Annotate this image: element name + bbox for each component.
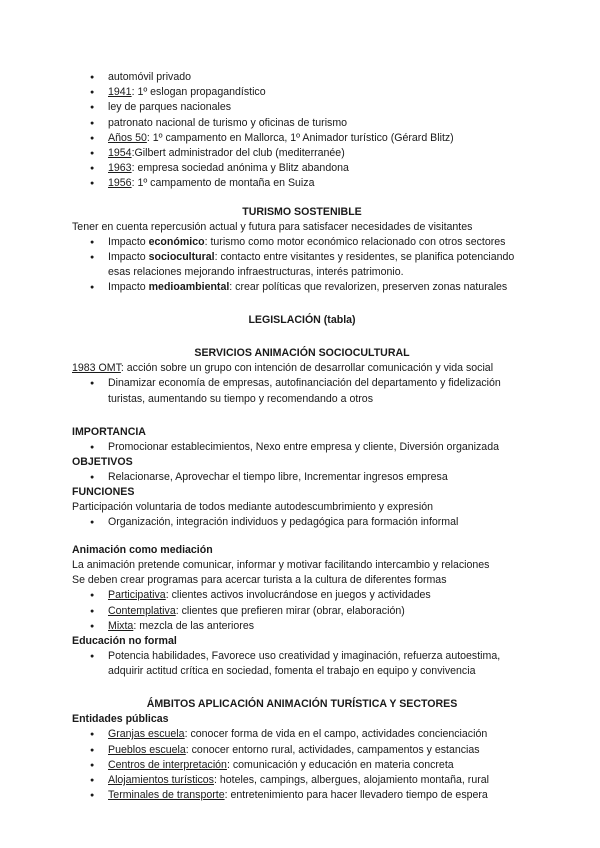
educacion-heading: Educación no formal bbox=[72, 635, 177, 648]
mediacion-heading: Animación como mediación bbox=[72, 544, 213, 557]
list-item: ● Granjas escuela: conocer forma de vida en el campo, actividades concienciación bbox=[72, 727, 532, 742]
ambitos-list bbox=[72, 727, 532, 803]
servicios-heading: SERVICIOS ANIMACIÓN SOCIOCULTURAL bbox=[194, 347, 410, 360]
list-item: ● Promocionar establecimientos, Nexo entre empresa y cliente, Diversión organizada bbox=[72, 440, 532, 455]
importancia-list bbox=[72, 440, 532, 455]
mediacion-list bbox=[72, 588, 532, 634]
list-item: ● ley de parques nacionales bbox=[72, 100, 532, 115]
legislacion-heading: LEGISLACIÓN (tabla) bbox=[248, 314, 356, 327]
history-list bbox=[72, 70, 532, 192]
importancia-heading: IMPORTANCIA bbox=[72, 425, 146, 438]
servicios-list bbox=[72, 376, 532, 406]
list-item: ● Impacto económico: turismo como motor económico relacionado con otros sectores bbox=[72, 235, 532, 250]
funciones-intro: Participación voluntaria de todos mediante autodescumbrimiento y expresión bbox=[72, 501, 433, 514]
list-item: ● 1941: 1º eslogan propagandístico bbox=[72, 85, 532, 100]
list-item: ● Impacto medioambiental: crear políticas que revalorizen, preserven zonas naturales bbox=[72, 280, 532, 295]
turismo-heading: TURISMO SOSTENIBLE bbox=[242, 205, 362, 218]
list-item: ● Pueblos escuela: conocer entorno rural, actividades, campamentos y estancias bbox=[72, 743, 532, 758]
list-item: ● Años 50: 1º campamento en Mallorca, 1º Animador turístico (Gérard Blitz) bbox=[72, 131, 532, 146]
list-item: ● automóvil privado bbox=[72, 70, 532, 85]
list-item: ● Alojamientos turísticos: hoteles, campings, albergues, alojamiento montaña, rural bbox=[72, 773, 532, 788]
document-page bbox=[72, 70, 532, 803]
list-item: ● Organización, integración individuos y pedagógica para formación informal bbox=[72, 515, 532, 530]
list-item: ● Potencia habilidades, Favorece uso creatividad y imaginación, refuerza autoestima, adquirir actitud crítica en sociedad, fomenta el trabajo en equipo y convivencia bbox=[72, 649, 532, 679]
turismo-list bbox=[72, 235, 532, 296]
year-label: 1956 bbox=[108, 177, 132, 190]
year-label: 1941 bbox=[108, 86, 132, 99]
funciones-heading: FUNCIONES bbox=[72, 486, 135, 499]
entidades-subheading: Entidades públicas bbox=[72, 713, 169, 726]
year-label: 1963 bbox=[108, 162, 132, 175]
year-label: 1954 bbox=[108, 147, 132, 160]
objetivos-list bbox=[72, 470, 532, 485]
ambitos-heading: ÁMBITOS APLICACIÓN ANIMACIÓN TURÍSTICA Y SECTORES bbox=[146, 698, 458, 711]
list-item: ● Centros de interpretación: comunicación y educación en materia concreta bbox=[72, 758, 532, 773]
list-item: ● Participativa: clientes activos involucrándose en juegos y actividades bbox=[72, 588, 532, 603]
list-item: ● Dinamizar economía de empresas, autofinanciación del departamento y fidelización turistas, aumentando su tiempo y recomendando a otros bbox=[72, 376, 532, 406]
list-item: ● 1954:Gilbert administrador del club (mediterranée) bbox=[72, 146, 532, 161]
list-item: ● Contemplativa: clientes que prefieren mirar (obrar, elaboración) bbox=[72, 604, 532, 619]
objetivos-heading: OBJETIVOS bbox=[72, 456, 133, 469]
list-item: ● patronato nacional de turismo y oficinas de turismo bbox=[72, 116, 532, 131]
mediacion-line-1: La animación pretende comunicar, informar y motivar facilitando intercambio y relaciones bbox=[72, 559, 490, 572]
turismo-intro: Tener en cuenta repercusión actual y futura para satisfacer necesidades de visitantes bbox=[72, 220, 473, 233]
funciones-list bbox=[72, 515, 532, 530]
educacion-list bbox=[72, 649, 532, 679]
list-item: ● 1963: empresa sociedad anónima y Blitz abandona bbox=[72, 161, 532, 176]
list-item: ● Impacto sociocultural: contacto entre visitantes y residentes, se planifica potenciando esas relaciones mejorando infraestructuras, interés patrimonio. bbox=[72, 250, 532, 280]
list-item: ● Mixta: mezcla de las anteriores bbox=[72, 619, 532, 634]
year-label: Años 50 bbox=[108, 131, 147, 144]
list-item: ● Relacionarse, Aprovechar el tiempo libre, Incrementar ingresos empresa bbox=[72, 470, 532, 485]
list-item: ● Terminales de transporte: entretenimiento para hacer llevadero tiempo de espera bbox=[72, 788, 532, 803]
servicios-definition: 1983 OMT: acción sobre un grupo con intención de desarrollar comunicación y vida social bbox=[72, 362, 494, 375]
list-item: ● 1956: 1º campamento de montaña en Suiza bbox=[72, 176, 532, 191]
mediacion-line-2: Se deben crear programas para acercar turista a la cultura de diferentes formas bbox=[72, 574, 447, 587]
